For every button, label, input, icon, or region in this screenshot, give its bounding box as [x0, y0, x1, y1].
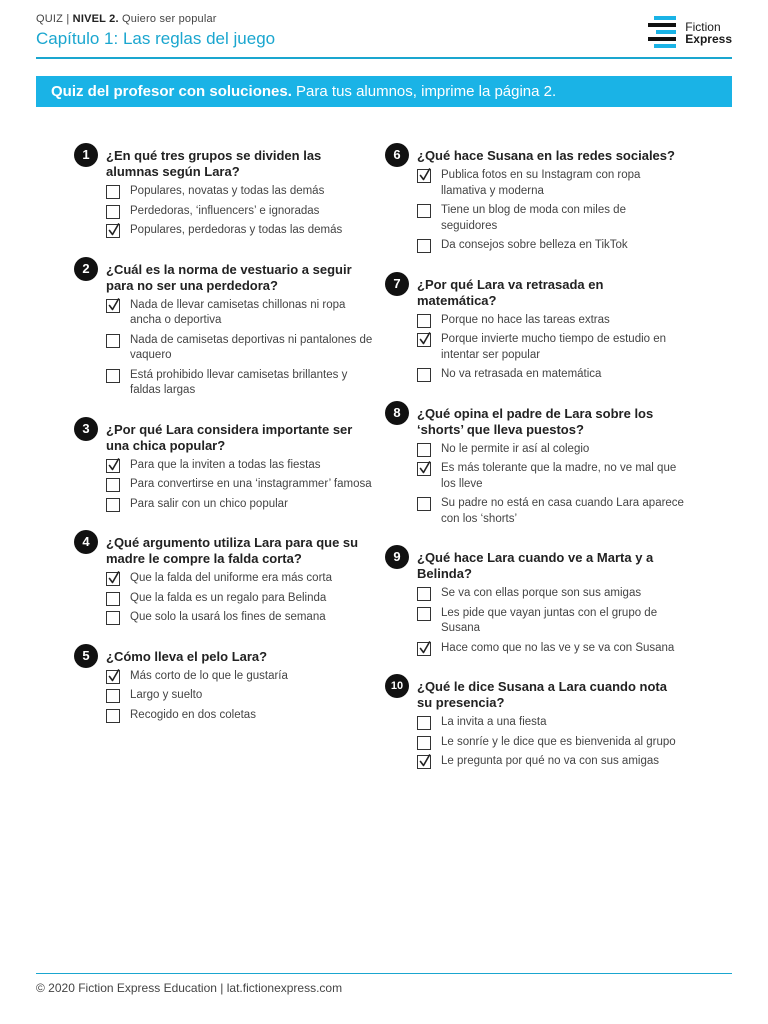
banner-regular-text: Para tus alumnos, imprime la página 2.	[296, 83, 557, 100]
answer-option[interactable]	[417, 442, 685, 458]
answer-option[interactable]	[417, 606, 685, 637]
checkbox-icon[interactable]	[417, 587, 431, 601]
answer-option[interactable]	[417, 168, 685, 199]
checkbox-icon[interactable]	[106, 334, 120, 348]
answer-option-label: Porque no hace las tareas extras	[441, 313, 610, 326]
checkbox-icon[interactable]	[106, 611, 120, 625]
checkbox-icon[interactable]	[417, 736, 431, 750]
answer-option-label: Para salir con un chico popular	[130, 497, 288, 510]
header-divider	[36, 57, 732, 59]
answer-option-label: Recogido en dos coletas	[130, 708, 256, 721]
question-text: ¿Qué le dice Susana a Lara cuando nota su presencia?	[417, 679, 667, 710]
checked-checkbox-icon[interactable]	[417, 642, 431, 656]
answer-option[interactable]	[106, 497, 374, 513]
question-number-badge: 2	[74, 257, 98, 281]
checkbox-icon[interactable]	[106, 205, 120, 219]
footer-text: © 2020 Fiction Express Education | lat.fictionexpress.com	[36, 981, 343, 995]
answer-option[interactable]	[417, 715, 685, 731]
answer-option-label: Que la falda del uniforme era más corta	[130, 572, 332, 584]
answer-option[interactable]	[417, 238, 685, 254]
question-2	[74, 258, 374, 399]
answer-option-label: Más corto de lo que le gustaría	[130, 669, 288, 682]
question-number-badge: 9	[385, 545, 409, 569]
question-text: ¿Qué hace Lara cuando ve a Marta y a Belinda?	[417, 550, 654, 581]
checked-checkbox-icon[interactable]	[106, 224, 120, 238]
question-number-badge: 3	[74, 417, 98, 441]
question-number-badge: 6	[385, 143, 409, 167]
quiz-label: QUIZ	[36, 13, 64, 25]
checkbox-icon[interactable]	[417, 239, 431, 253]
answer-option-label: Les pide que vayan juntas con el grupo de Susana	[441, 606, 658, 634]
banner-bold-text: Quiz del profesor con soluciones.	[51, 83, 292, 100]
question-4	[74, 531, 374, 626]
question-8	[385, 402, 685, 528]
checked-checkbox-icon[interactable]	[417, 169, 431, 183]
level-label: NIVEL 2.	[72, 13, 119, 25]
checkbox-icon[interactable]	[417, 497, 431, 511]
answer-option-label: No le permite ir así al colegio	[441, 442, 590, 455]
answer-option[interactable]	[417, 641, 685, 657]
checked-checkbox-icon[interactable]	[417, 462, 431, 476]
checkbox-icon[interactable]	[417, 368, 431, 382]
answer-option[interactable]	[106, 298, 374, 329]
answer-option[interactable]	[417, 496, 685, 527]
checked-checkbox-icon[interactable]	[106, 670, 120, 684]
question-number-badge: 1	[74, 143, 98, 167]
answer-option-label: Está prohibido llevar camisetas brillantes y faldas largas	[130, 368, 348, 396]
answer-option-label: Le pregunta por qué no va con sus amigas	[441, 755, 660, 767]
answer-option[interactable]	[106, 688, 374, 704]
question-number-badge: 7	[385, 272, 409, 296]
answer-option[interactable]	[106, 368, 374, 399]
answer-option-label: Da consejos sobre belleza en TikTok	[441, 239, 628, 251]
question-7	[385, 273, 685, 383]
checkbox-icon[interactable]	[106, 185, 120, 199]
answer-option[interactable]	[106, 669, 374, 685]
book-title: Quiero ser popular	[121, 13, 217, 25]
answer-option[interactable]	[417, 735, 685, 751]
answer-option-label: Nada de llevar camisetas chillonas ni ropa ancha o deportiva	[130, 298, 346, 326]
answer-option[interactable]	[417, 586, 685, 602]
checkbox-icon[interactable]	[106, 478, 120, 492]
answer-option-label: Nada de camisetas deportivas ni pantalones de vaquero	[130, 333, 373, 361]
checkbox-icon[interactable]	[106, 592, 120, 606]
checked-checkbox-icon[interactable]	[417, 755, 431, 769]
checkbox-icon[interactable]	[106, 689, 120, 703]
question-text: ¿Cuál es la norma de vestuario a seguir para no ser una perdedora?	[106, 261, 352, 293]
answer-option-label: Su padre no está en casa cuando Lara aparece con los ‘shorts’	[441, 497, 684, 525]
logo-line1: Fiction	[685, 20, 721, 34]
question-text: ¿Qué opina el padre de Lara sobre los ‘shorts’ que lleva puestos?	[417, 405, 654, 437]
answer-option[interactable]	[417, 367, 685, 383]
question-text: ¿En qué tres grupos se dividen las alumnas según Lara?	[106, 148, 322, 179]
checkbox-icon[interactable]	[417, 443, 431, 457]
checkbox-icon[interactable]	[417, 607, 431, 621]
answer-option[interactable]	[417, 754, 685, 770]
checkbox-icon[interactable]	[417, 716, 431, 730]
checkbox-icon[interactable]	[417, 204, 431, 218]
questions-left-column	[74, 144, 374, 742]
question-3	[74, 418, 374, 513]
answer-option-label: La invita a una fiesta	[441, 716, 547, 728]
answer-option-label: Populares, novatas y todas las demás	[130, 185, 325, 197]
question-10	[385, 675, 685, 770]
checkbox-icon[interactable]	[417, 314, 431, 328]
answer-option-label: Se va con ellas porque son sus amigas	[441, 587, 642, 599]
answer-option[interactable]	[106, 708, 374, 724]
question-number-badge: 10	[385, 674, 409, 698]
checkbox-icon[interactable]	[106, 369, 120, 383]
question-text: ¿Por qué Lara considera importante ser una chica popular?	[106, 421, 353, 453]
question-number-badge: 8	[385, 401, 409, 425]
answer-option[interactable]	[106, 458, 374, 474]
answer-option[interactable]	[417, 313, 685, 329]
answer-option[interactable]	[106, 571, 374, 587]
answer-option[interactable]	[417, 461, 685, 492]
question-5	[74, 645, 374, 724]
answer-option-label: Hace como que no las ve y se va con Susana	[441, 641, 675, 654]
checkbox-icon[interactable]	[106, 498, 120, 512]
kicker-separator: |	[66, 13, 70, 25]
answer-option[interactable]	[106, 610, 374, 626]
question-text: ¿Qué argumento utiliza Lara para que su madre le compre la falda corta?	[106, 535, 359, 566]
answer-option[interactable]	[417, 203, 685, 234]
question-9	[385, 546, 685, 656]
answer-option[interactable]	[106, 333, 374, 364]
questions-right-column	[385, 144, 685, 789]
instructions-banner	[36, 76, 732, 107]
chapter-title: Capítulo 1: Las reglas del juego	[36, 29, 276, 48]
question-number-badge: 4	[74, 530, 98, 554]
answer-option-label: Que solo la usará los fines de semana	[130, 611, 326, 623]
checked-checkbox-icon[interactable]	[417, 333, 431, 347]
checkbox-icon[interactable]	[106, 709, 120, 723]
answer-option-label: No va retrasada en matemática	[441, 368, 602, 380]
answer-option[interactable]	[106, 223, 374, 239]
footer-divider	[36, 973, 732, 974]
answer-option-label: Le sonríe y le dice que es bienvenida al grupo	[441, 735, 676, 748]
answer-option[interactable]	[106, 591, 374, 607]
answer-option-label: Tiene un blog de moda con miles de seguidores	[441, 204, 626, 232]
answer-option-label: Publica fotos en su Instagram con ropa llamativa y moderna	[441, 169, 641, 197]
answer-option-label: Es más tolerante que la madre, no ve mal que los lleve	[441, 462, 677, 490]
answer-option[interactable]	[106, 477, 374, 493]
fiction-express-logo	[648, 16, 732, 50]
answer-option[interactable]	[106, 184, 374, 200]
checked-checkbox-icon[interactable]	[106, 572, 120, 586]
answer-option-label: Para convertirse en una ‘instagrammer’ famosa	[130, 478, 372, 490]
question-text: ¿Cómo lleva el pelo Lara?	[106, 648, 268, 664]
question-1	[74, 144, 374, 239]
quiz-kicker	[36, 13, 275, 25]
question-number-badge: 5	[74, 644, 98, 668]
question-text: ¿Qué hace Susana en las redes sociales?	[417, 148, 675, 163]
answer-option[interactable]	[106, 204, 374, 220]
answer-option-label: Porque invierte mucho tiempo de estudio en intentar ser popular	[441, 333, 667, 361]
answer-option-label: Que la falda es un regalo para Belinda	[130, 591, 327, 604]
checked-checkbox-icon[interactable]	[106, 459, 120, 473]
question-6	[385, 144, 685, 254]
logo-mark-icon	[648, 16, 680, 50]
logo-line2: Express	[685, 32, 732, 46]
answer-option-label: Populares, perdedoras y todas las demás	[130, 224, 343, 236]
answer-option[interactable]	[417, 332, 685, 363]
page-header	[36, 13, 275, 49]
question-text: ¿Por qué Lara va retrasada en matemática?	[417, 276, 604, 308]
answer-option-label: Perdedoras, ‘influencers’ e ignoradas	[130, 204, 320, 217]
answer-option-label: Para que la inviten a todas las fiestas	[130, 458, 321, 471]
checked-checkbox-icon[interactable]	[106, 299, 120, 313]
answer-option-label: Largo y suelto	[130, 689, 203, 701]
